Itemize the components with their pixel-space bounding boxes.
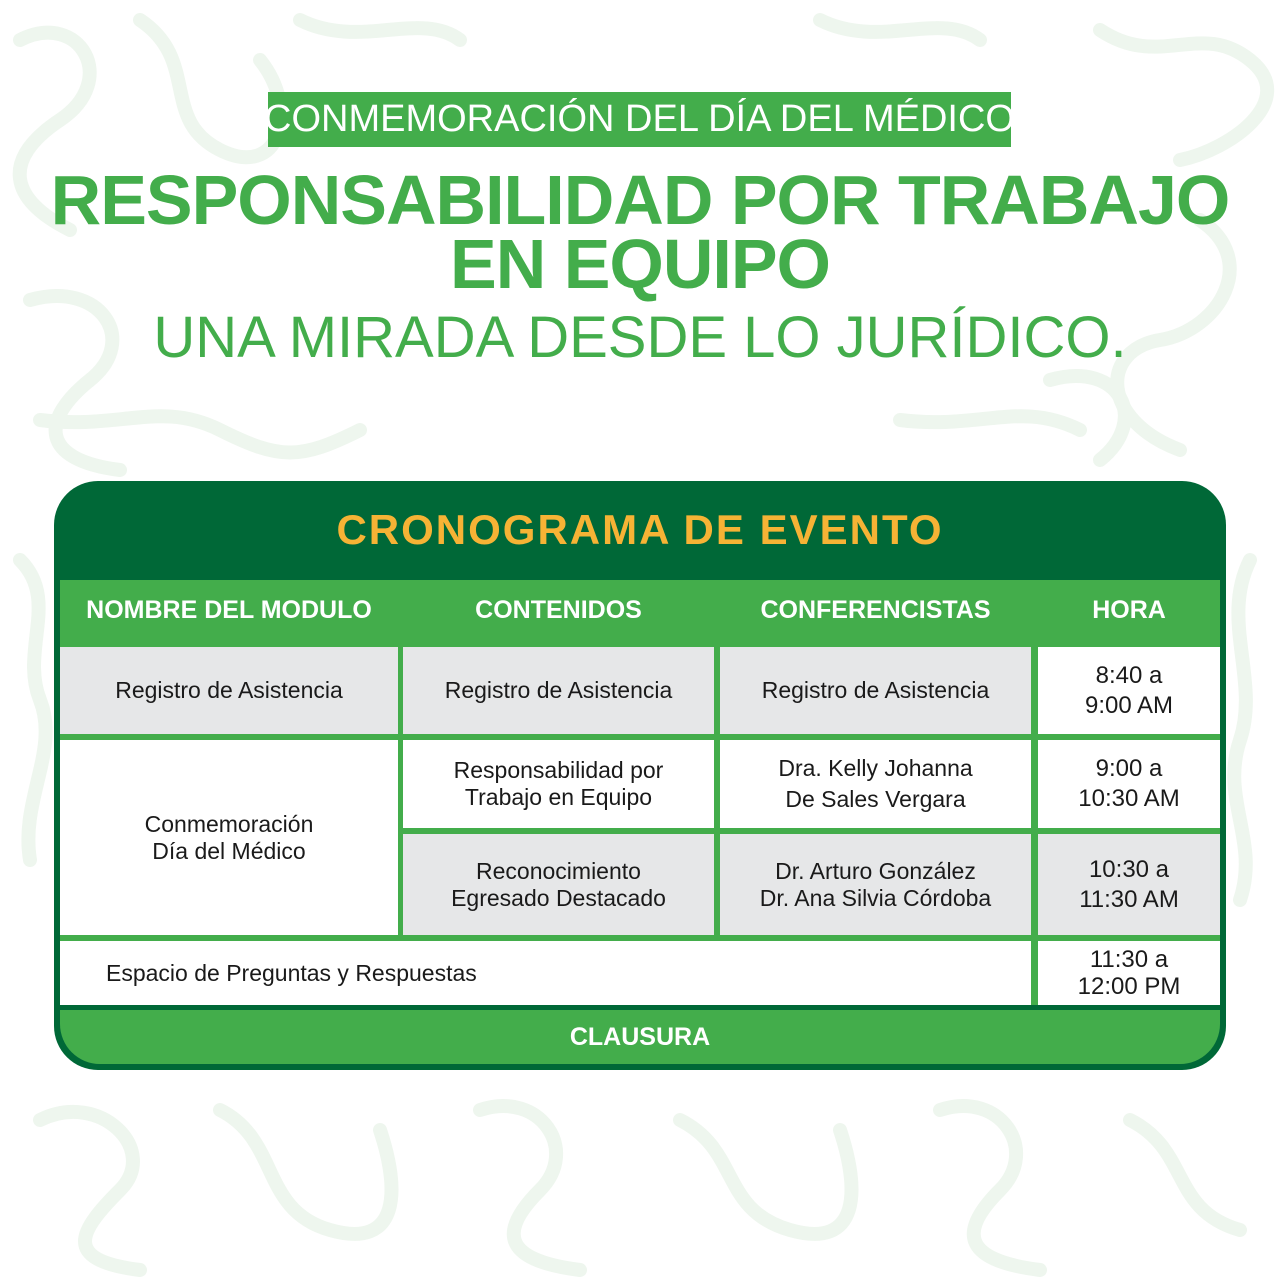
row-3-module: Espacio de Preguntas y Respuestas [60,941,1031,1005]
event-kicker-banner: CONMEMORACIÓN DEL DÍA DEL MÉDICO [268,92,1011,147]
row-2b-time: 10:30 a 11:30 AM [1038,834,1220,935]
column-header-content: CONTENIDOS [403,580,714,640]
row-1-time: 8:40 a 9:00 AM [1038,647,1220,734]
main-title-line-2: EN EQUIPO [450,225,830,303]
row-3-time: 11:30 a 12:00 PM [1038,941,1220,1005]
column-header-time: HORA [1038,580,1220,640]
row-2a-speakers: Dra. Kelly Johanna De Sales Vergara [720,740,1031,828]
row-2a-content: Responsabilidad por Trabajo en Equipo [403,740,714,828]
row-1-speakers: Registro de Asistencia [720,647,1031,734]
main-title [0,161,1280,303]
row-1-content: Registro de Asistencia [403,647,714,734]
row-2a-time: 9:00 a 10:30 AM [1038,740,1220,828]
main-title-line-1: RESPONSABILIDAD POR TRABAJO [50,161,1230,239]
row-2b-speakers: Dr. Arturo González Dr. Ana Silvia Córdoba [720,834,1031,935]
row-2b-content: Reconocimiento Egresado Destacado [403,834,714,935]
subtitle: UNA MIRADA DESDE LO JURÍDICO. [153,305,1127,370]
row-1-module: Registro de Asistencia [60,647,398,734]
column-header-speakers: CONFERENCISTAS [720,580,1031,640]
schedule-title: CRONOGRAMA DE EVENTO [336,506,944,553]
column-header-module: NOMBRE DEL MODULO [60,580,398,640]
schedule-table [60,580,1220,1005]
row-2-module: Conmemoración Día del Médico [60,740,398,935]
closing-bar: CLAUSURA [60,1010,1220,1064]
